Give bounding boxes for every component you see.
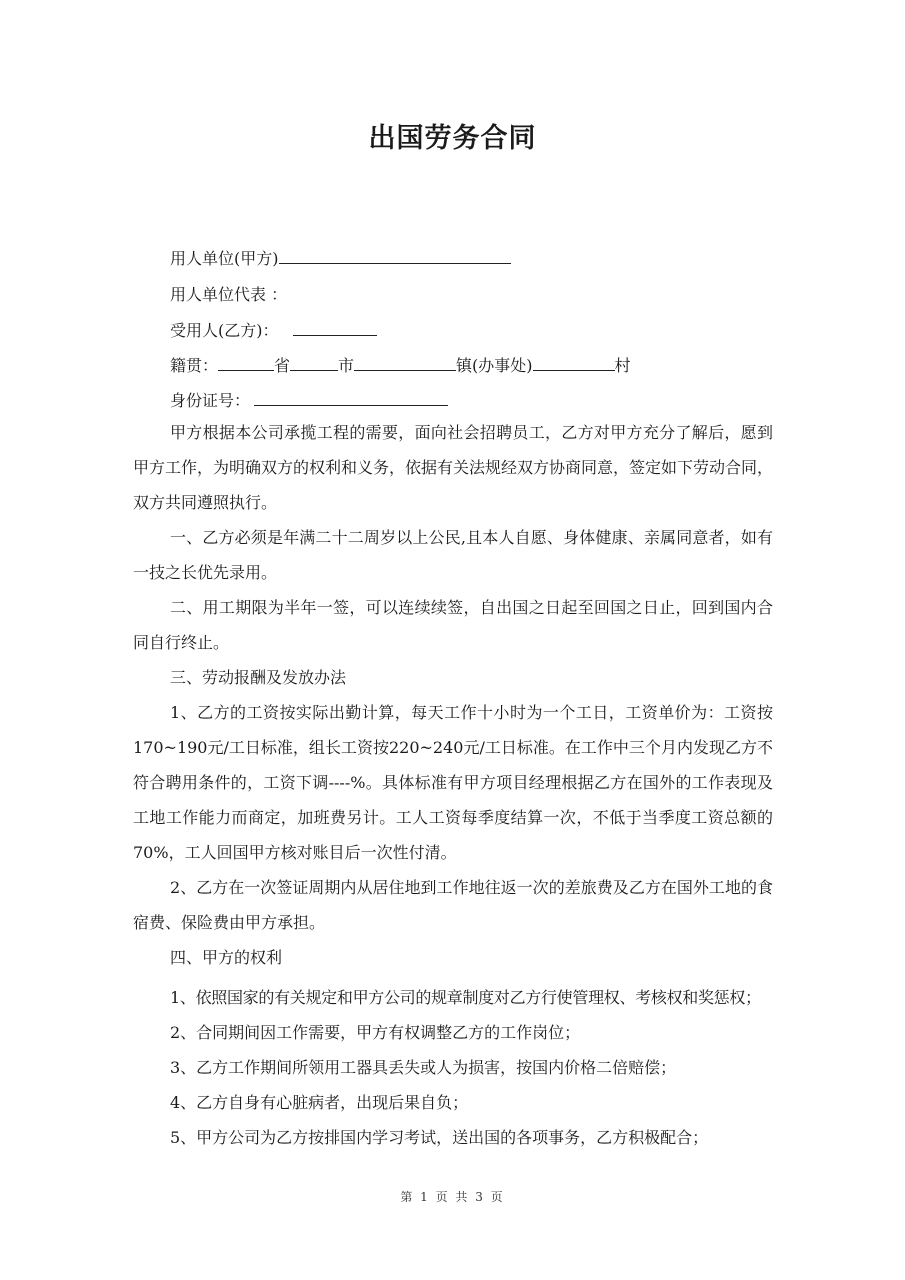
employer-label: 用人单位(甲方) [170,249,279,268]
village-blank[interactable] [533,356,615,371]
village-label: 村 [614,356,631,375]
clause-4-5: 5、甲方公司为乙方按排国内学习考试，送出国的各项事务，乙方积极配合； [170,1128,709,1147]
id-number-blank[interactable] [254,391,448,406]
clause-3-2: 2、乙方在一次签证周期内从居住地到工作地往返一次的差旅费及乙方在国外工地的食宿费、保险费由甲方承担。 [133,878,773,932]
province-label: 省 [274,356,291,375]
intro-paragraph: 甲方根据本公司承揽工程的需要，面向社会招聘员工，乙方对甲方充分了解后，愿到甲方工作，为明确双方的权利和义务，依据有关法规经双方协商同意，签定如下劳动合同，双方共同遵照执行。 [133,423,774,512]
province-blank[interactable] [218,356,274,371]
representative-label: 用人单位代表 ： [170,285,288,304]
clause-4-1: 1、依照国家的有关规定和甲方公司的规章制度对乙方行使管理权、考核权和奖惩权； [170,988,761,1007]
employee-blank[interactable] [293,321,377,336]
clause-4-3: 3、乙方工作期间所领用工器具丢失或人为损害，按国内价格二倍赔偿； [170,1058,677,1077]
town-blank[interactable] [354,356,456,371]
id-number-field [170,388,448,411]
origin-field [170,353,631,376]
section-heading-3: 三、劳动报酬及发放办法 [170,668,347,687]
origin-label: 籍贯： [170,356,219,375]
page-number: 第 1 页 共 3 页 [400,1190,505,1204]
clause-3-1: 1、乙方的工资按实际出勤计算，每天工作十小时为一个工日，工资单价为：工资按170~190元/工日标准，组长工资按220~240元/工日标准。在工作中三个月内发现乙方不符合聘用条件的，工资下调----%。具体标准有甲方项目经理根据乙方在国外的工作表现及工地工作能力而商定，加班费另计。工人工资每季度结算一次，不低于当季度工资总额的70%，工人回国甲方核对账目后一次性付清。 [133,703,773,862]
employer-blank[interactable] [279,249,511,264]
employee-label: 受用人(乙方)： [170,321,279,340]
clause-4-4: 4、乙方自身有心脏病者，出现后果自负； [170,1093,469,1112]
clause-1: 一、乙方必须是年满二十二周岁以上公民,且本人自愿、身体健康、亲属同意者，如有一技之长优先录用。 [133,528,773,582]
clause-4-2: 2、合同期间因工作需要，甲方有权调整乙方的工作岗位； [170,1023,581,1042]
section-heading-4: 四、甲方的权利 [170,948,283,967]
employer-field [170,246,511,269]
city-label: 市 [338,356,355,375]
clause-2: 二、用工期限为半年一签，可以连续续签，自出国之日起至回国之日止，回到国内合同自行终止。 [133,598,773,652]
id-number-label: 身份证号： [170,391,251,410]
employee-field [170,318,377,341]
city-blank[interactable] [290,356,338,371]
town-label: 镇(办事处) [456,356,533,375]
document-title: 出国劳务合同 [368,123,537,154]
representative-field [170,282,287,305]
